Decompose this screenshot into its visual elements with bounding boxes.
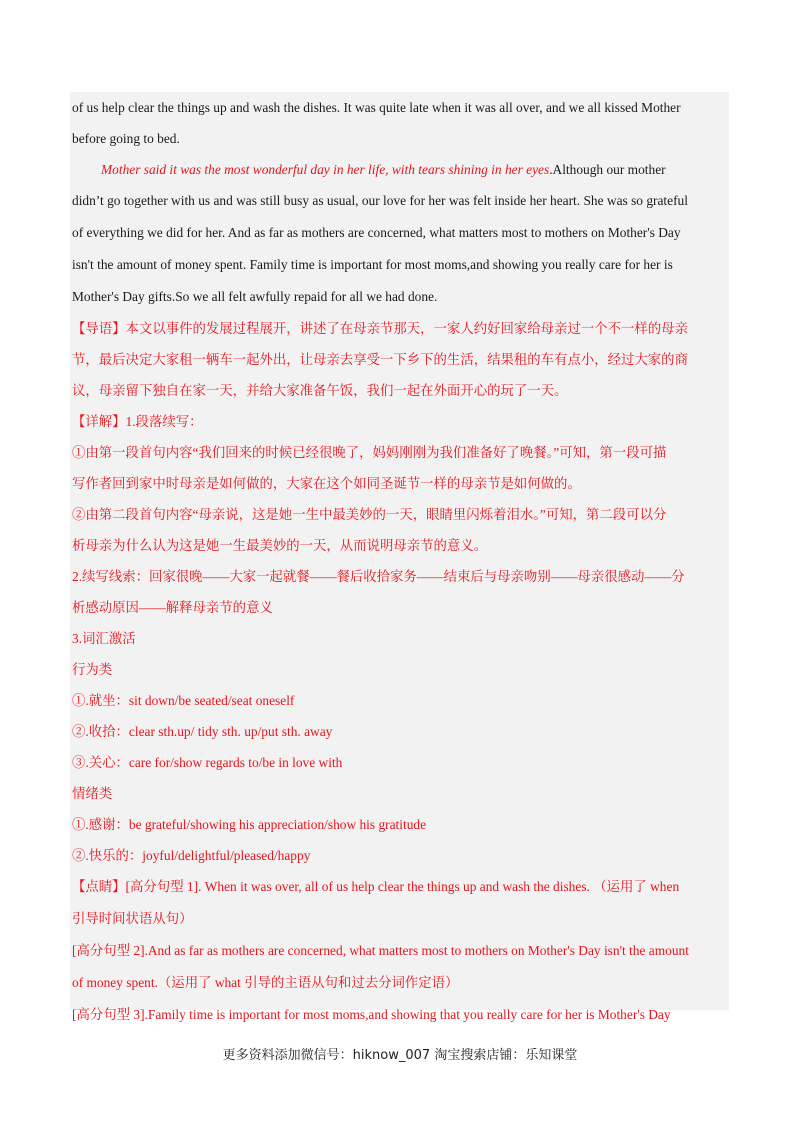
explanation-line: 析母亲为什么认为这是她一生最美妙的一天，从而说明母亲节的意义。 bbox=[72, 538, 488, 553]
highlight-sentence-line: 引导时间状语从句） bbox=[72, 911, 193, 926]
paragraph-line bbox=[72, 154, 727, 185]
guide-intro-line: 节，最后决定大家租一辆车一起外出，让母亲去享受一下乡下的生活，结果租的车有点小，经过大家的商 bbox=[72, 352, 688, 367]
clue-line: 析感动原因——解释母亲节的意义 bbox=[72, 600, 273, 615]
explanation-heading: 【详解】1.段落续写： bbox=[72, 414, 203, 429]
emphasized-sentence: Mother said it was the most wonderful day in her life, with tears shining in her eyes bbox=[101, 162, 550, 177]
document-body bbox=[72, 92, 727, 1031]
highlight-sentence-line: of money spent.（运用了 what 引导的主语从句和过去分词作定语） bbox=[72, 975, 459, 990]
paragraph-line: before going to bed. bbox=[72, 131, 180, 146]
vocab-item: ②.快乐的：joyful/delightful/pleased/happy bbox=[72, 848, 311, 863]
vocab-item: ③.关心：care for/show regards to/be in love with bbox=[72, 755, 343, 770]
page-footer: 更多资料添加微信号：hiknow_007 淘宝搜索店铺：乐知课堂 bbox=[222, 1048, 578, 1063]
clue-line: 2.续写线索：回家很晚——大家一起就餐——餐后收拾家务——结束后与母亲吻别——母亲很感动——分 bbox=[72, 569, 685, 584]
explanation-line: ①由第一段首句内容“我们回来的时候已经很晚了，妈妈刚刚为我们准备好了晚餐。”可知，第一段可描 bbox=[72, 445, 667, 460]
vocab-category: 行为类 bbox=[72, 662, 113, 677]
highlight-sentence-line: [高分句型 2].And as far as mothers are concerned, what matters most to mothers on Mother's Day isn't the amount bbox=[72, 943, 689, 958]
vocab-item: ②.收拾：clear sth.up/ tidy sth. up/put sth. away bbox=[72, 724, 333, 739]
vocab-category: 情绪类 bbox=[72, 786, 113, 801]
highlight-sentence-line: 【点睛】[高分句型 1]. When it was over, all of us help clear the things up and wash the dishes. （运用了 when bbox=[72, 879, 680, 894]
highlight-sentence-line: [高分句型 3].Family time is important for most moms,and showing that you really care for her is Mother's Day bbox=[72, 1007, 671, 1022]
paragraph-line: of everything we did for her. And as far as mothers are concerned, what matters most to mothers on Mother's Day bbox=[72, 225, 681, 240]
sentence-continuation: .Although our mother bbox=[549, 162, 666, 177]
guide-intro-line: 议，母亲留下独自在家一天，并给大家准备午饭，我们一起在外面开心的玩了一天。 bbox=[72, 383, 568, 398]
explanation-line: 写作者回到家中时母亲是如何做的，大家在这个如同圣诞节一样的母亲节是如何做的。 bbox=[72, 476, 581, 491]
paragraph-line: Mother's Day gifts.So we all felt awfully repaid for all we had done. bbox=[72, 289, 438, 304]
paragraph-line: didn’t go together with us and was still busy as usual, our love for her was felt inside her heart. She was so grateful bbox=[72, 193, 688, 208]
paragraph-line: isn't the amount of money spent. Family time is important for most moms,and showing you really care for her is bbox=[72, 257, 673, 272]
paragraph-line: of us help clear the things up and wash the dishes. It was quite late when it was all over, and we all kissed Mother bbox=[72, 100, 681, 115]
vocab-item: ①.就坐：sit down/be seated/seat oneself bbox=[72, 693, 295, 708]
guide-intro-line: 【导语】本文以事件的发展过程展开，讲述了在母亲节那天，一家人约好回家给母亲过一个不一样的母亲 bbox=[72, 321, 688, 336]
vocab-heading: 3.词汇激活 bbox=[72, 631, 136, 646]
vocab-item: ①.感谢：be grateful/showing his appreciation/show his gratitude bbox=[72, 817, 427, 832]
explanation-line: ②由第二段首句内容“母亲说，这是她一生中最美妙的一天，眼睛里闪烁着泪水。”可知，第二段可以分 bbox=[72, 507, 667, 522]
